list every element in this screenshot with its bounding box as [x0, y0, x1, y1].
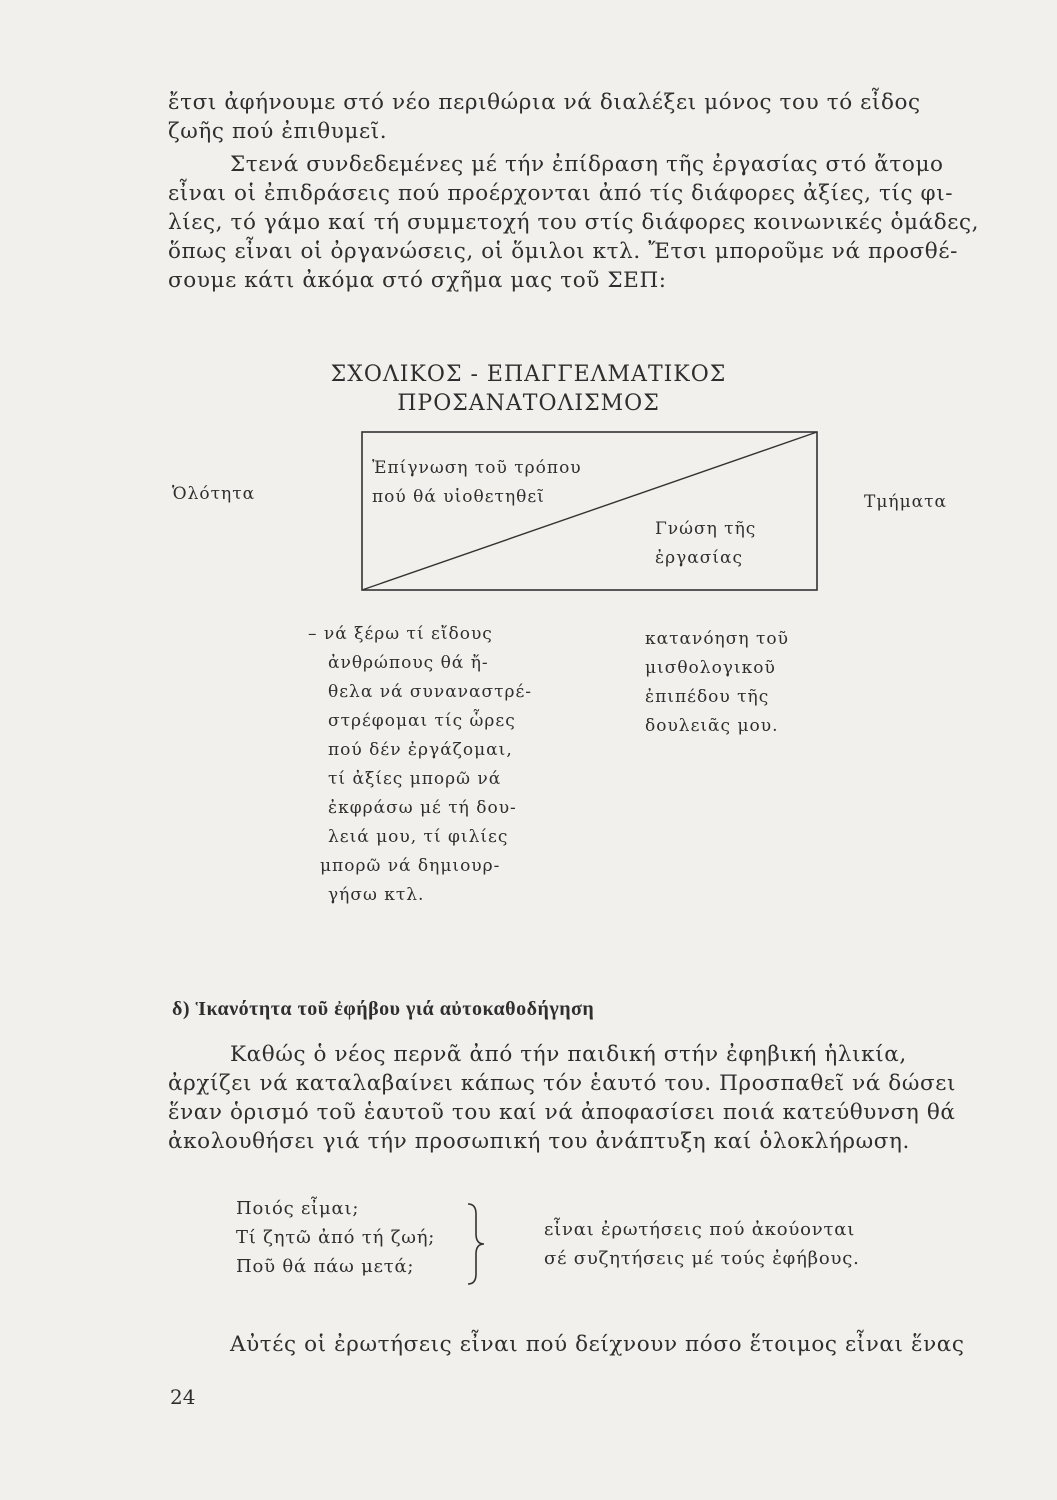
text-line: ἐκφράσω μέ τή δου-: [328, 798, 517, 818]
text-line: Στενά συνδεδεμένες μέ τήν ἐπίδραση τῆς ἐργασίας στό ἄτομο: [230, 152, 944, 177]
text-line: σουμε κάτι ἀκόμα στό σχῆμα μας τοῦ ΣΕΠ:: [168, 268, 667, 293]
text-line: ἐπιπέδου τῆς: [645, 687, 770, 707]
text-line: στρέφομαι τίς ὧρες: [328, 711, 516, 731]
question-item: Ποιός εἶμαι;: [236, 1198, 360, 1219]
questions-answer: [544, 1215, 860, 1273]
text-line: Αὐτές οἱ ἐρωτήσεις εἶναι πού δείχνουν πόσο ἕτοιμος εἶναι ἕνας: [230, 1332, 965, 1357]
curly-brace-icon: [462, 1200, 492, 1290]
closing-paragraph: [168, 1330, 966, 1359]
questions-list: [236, 1194, 435, 1281]
text-line: ἔτσι ἀφήνουμε στό νέο περιθώρια νά διαλέξει μόνος του τό εἶδος: [168, 90, 921, 115]
text-line: λίες, τό γάμο καί τή συμμετοχή του στίς διάφορες κοινωνικές ὁμάδες,: [168, 210, 980, 235]
text-line: θελα νά συναναστρέ-: [328, 682, 533, 702]
text-line: σέ συζητήσεις μέ τούς ἐφήβους.: [544, 1248, 860, 1269]
text-line: τί ἀξίες μπορῶ νά: [328, 769, 502, 789]
diagram-right-column: [645, 625, 789, 741]
text-line: – νά ξέρω τί εἴδους: [308, 624, 493, 644]
text-line: ἕναν ὁρισμό τοῦ ἑαυτοῦ του καί νά ἀποφασίσει ποιά κατεύθυνση θά: [168, 1100, 956, 1125]
text-line: ζωῆς πού ἐπιθυμεῖ.: [168, 119, 388, 144]
text-line: Καθώς ὁ νέος περνᾶ ἀπό τήν παιδική στήν ἐφηβική ἡλικία,: [230, 1042, 907, 1067]
text-line: εἶναι ἐρωτήσεις πού ἀκούονται: [544, 1219, 856, 1240]
text-line: δουλειᾶς μου.: [645, 716, 779, 736]
text-line: μπορῶ νά δημιουρ-: [320, 856, 501, 876]
question-item: Τί ζητῶ ἀπό τή ζωή;: [236, 1227, 436, 1248]
text-line: κατανόηση τοῦ: [645, 629, 789, 649]
text-line: πού θά υἱοθετηθεῖ: [372, 487, 545, 507]
diagram-title-line: ΠΡΟΣΑΝΑΤΟΛΙΣΜΟΣ: [397, 391, 660, 416]
diagram-upper-text: [372, 454, 582, 512]
diagram-left-column: [308, 620, 532, 910]
diagram-lower-text: [655, 515, 756, 573]
text-line: γήσω κτλ.: [328, 885, 425, 905]
section-heading: δ) Ἱκανότητα τοῦ ἐφήβου γιά αὐτοκαθοδήγηση: [172, 998, 595, 1020]
text-line: ἀρχίζει νά καταλαβαίνει κάπως τόν ἑαυτό του. Προσπαθεῖ νά δώσει: [168, 1071, 957, 1096]
text-line: μισθολογικοῦ: [645, 658, 776, 678]
diagram-left-label: Ὁλότητα: [172, 484, 256, 504]
text-line: ἀνθρώπους θά ἤ-: [328, 653, 489, 673]
diagram-right-label: Τμήματα: [864, 492, 947, 512]
question-item: Ποῦ θά πάω μετά;: [236, 1256, 415, 1277]
text-line: πού δέν ἐργάζομαι,: [328, 740, 513, 760]
text-line: ἐργασίας: [655, 548, 744, 568]
text-line: Γνώση τῆς: [655, 519, 757, 539]
text-line: λειά μου, τί φιλίες: [328, 827, 509, 847]
text-line: ἀκολουθήσει γιά τήν προσωπική του ἀνάπτυξη καί ὁλοκλήρωση.: [168, 1129, 910, 1154]
text-line: ὅπως εἶναι οἱ ὀργανώσεις, οἱ ὅμιλοι κτλ. Ἔτσι μποροῦμε νά προσθέ-: [168, 239, 958, 264]
diagram-title-line: ΣΧΟΛΙΚΟΣ - ΕΠΑΓΓΕΛΜΑΤΙΚΟΣ: [330, 362, 727, 387]
text-line: Ἐπίγνωση τοῦ τρόπου: [372, 458, 582, 478]
page-number: 24: [170, 1385, 196, 1409]
text-line: εἶναι οἱ ἐπιδράσεις πού προέρχονται ἀπό τίς διάφορες ἀξίες, τίς φι-: [168, 181, 954, 206]
self-guidance-paragraph: [168, 1040, 966, 1156]
